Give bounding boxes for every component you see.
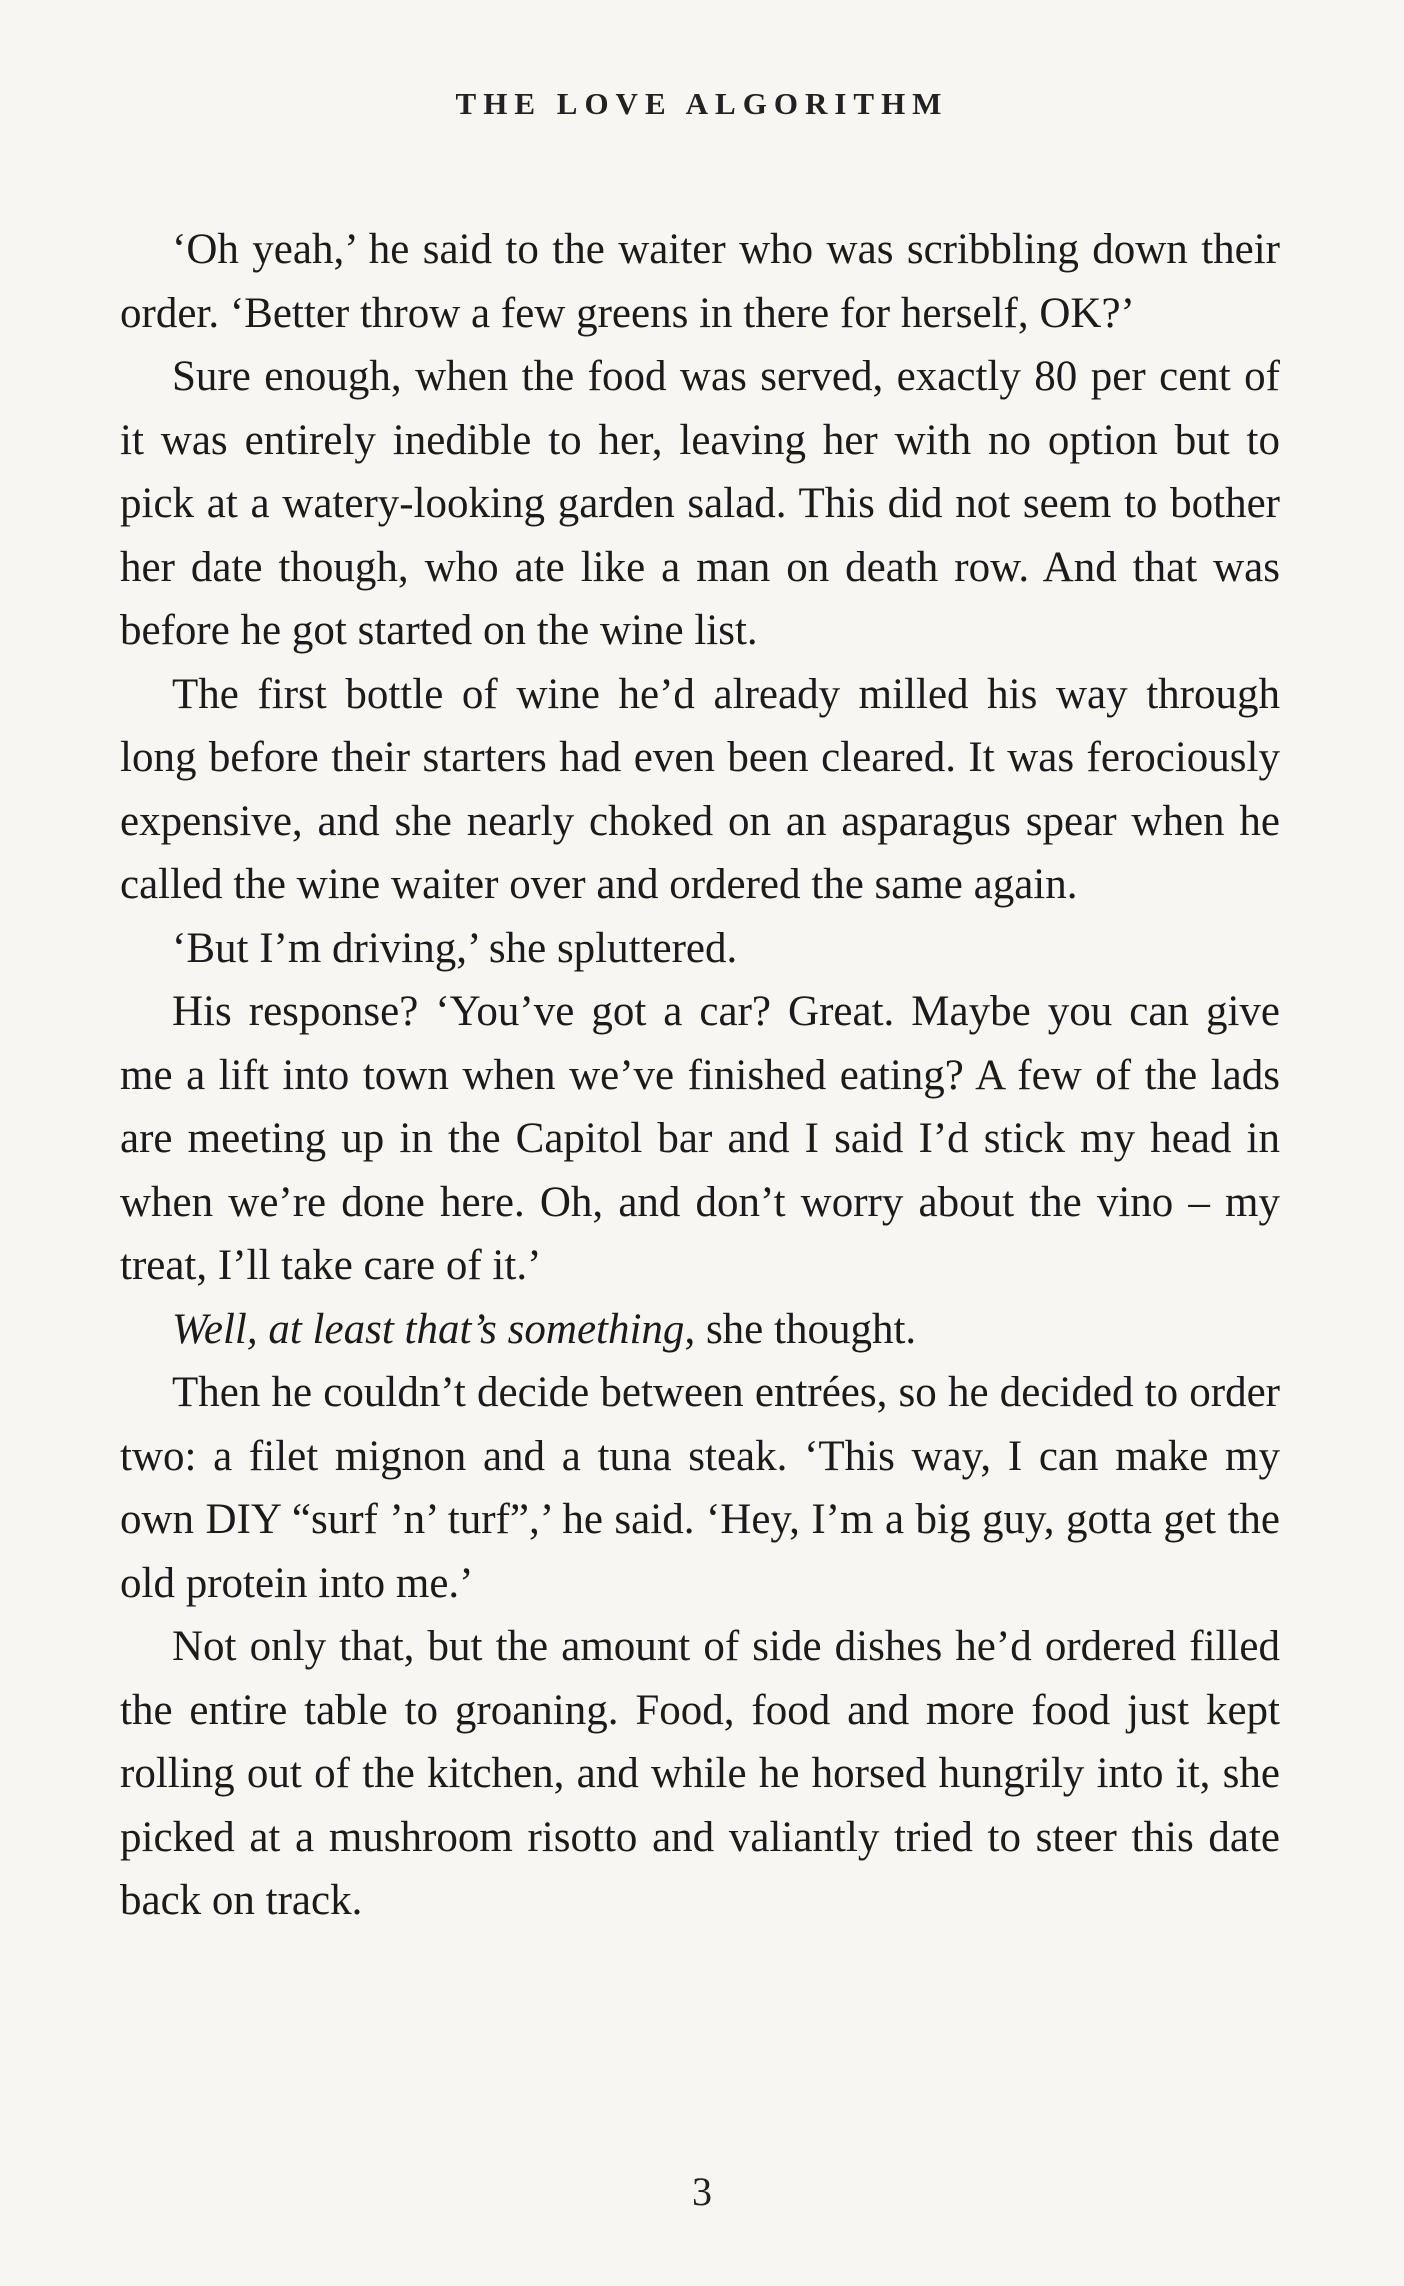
paragraph: Not only that, but the amount of side dishes he’d ordered filled the entire table to groaning. Food, food and more food just kept rolling out of the kitchen, and while he horsed hungrily into it, she picked at a mushroom risotto and valiantly tried to steer this date back on track. — [120, 1623, 1280, 1924]
running-head: THE LOVE ALGORITHM — [455, 86, 949, 121]
thought-tail: , she thought. — [684, 1305, 917, 1353]
paragraph: ‘But I’m driving,’ she spluttered. — [172, 924, 738, 972]
paragraph: ‘Oh yeah,’ he said to the waiter who was scribbling down their order. ‘Better throw a few greens in there for herself, OK?’ — [120, 226, 1280, 337]
body-text — [120, 218, 1280, 1933]
paragraph: Then he couldn’t decide between entrées, so he decided to order two: a filet mignon and a tuna steak. ‘This way, I can make my own DIY “surf ’n’ turf”,’ he said. ‘Hey, I’m a big guy, gotta get the old protein into me.’ — [120, 1369, 1280, 1607]
paragraph-thought — [120, 1298, 1280, 1362]
paragraph: The first bottle of wine he’d already milled his way through long before their starters had even been cleared. It was ferociously expensive, and she nearly choked on an asparagus spear when he called the wine waiter over and ordered the same again. — [120, 670, 1280, 908]
page-number: 3 — [692, 2169, 712, 2214]
paragraph: His response? ‘You’ve got a car? Great. Maybe you can give me a lift into town when we’ve finished eating? A few of the lads are meeting up in the Capitol bar and I said I’d stick my head in when we’re done here. Oh, and don’t worry about the vino – my treat, I’ll take care of it.’ — [120, 988, 1280, 1289]
paragraph: Sure enough, when the food was served, exactly 80 per cent of it was entirely inedible to her, leaving her with no option but to pick at a watery-looking garden salad. This did not seem to bother her date though, who ate like a man on death row. And that was before he got started on the wine list. — [120, 353, 1280, 654]
italic-thought: Well, at least that’s something — [172, 1305, 685, 1353]
